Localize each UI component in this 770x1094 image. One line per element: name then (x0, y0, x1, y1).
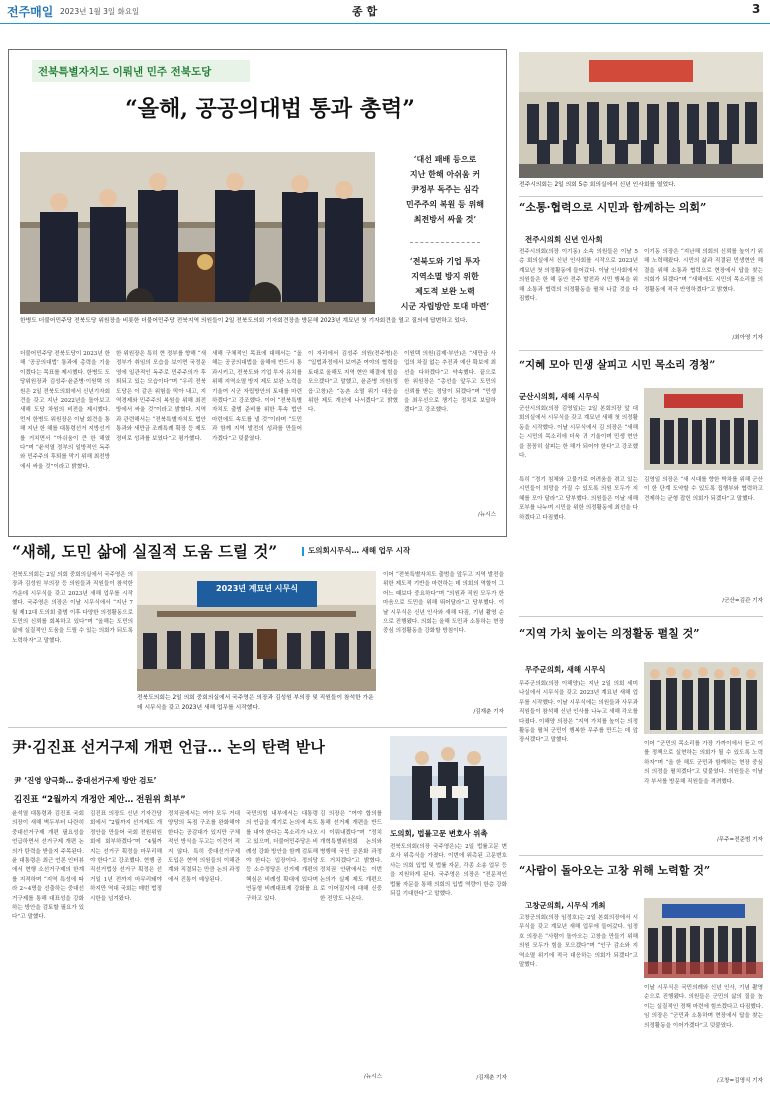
gov-body-col-3 (383, 571, 504, 721)
politics-body-col-4: 국민의힘 내부에서는 대통령의 언급을 계기로 논의에 속도를 내야 한다는 목소리가 나오고 있으며, 더불어민주당은 비례성 강화 방안을 함께 검토해야 한다는 입장이다. 정의당 등 소수정당은 선거제 개편의 핵심은 비례성 확대에 있다며 연동형 비례대표제 강화를 요구하고 있다. (246, 811, 318, 902)
lead-pull-quote-1 (390, 152, 500, 227)
muju-body-col-1: 무주군의회(의장 이해양)는 지난 2일 의회 세미나실에서 시무식을 갖고 2023년 계묘년 새해 업무를 시작했다. 이날 시무식에는 의원들과 사무과 직원들이 참석해 신년 인사를 나누고 새해 각오를 다졌다. 이해양 의장은 “지역 가치를 높이는 의정활동을 펼쳐 군민이 행복한 무주를 만드는 데 앞장서겠다”고 말했다. (519, 681, 638, 744)
pull-quote-line: 최전방서 싸울 것’ (413, 214, 477, 224)
jeonju-byline: /최아영 기자 (732, 335, 763, 341)
jeonju-headline: “소통·협력으로 시민과 함께하는 의회” (519, 201, 707, 214)
gunsan-photo (644, 388, 763, 470)
pull-quote-line: ‘대선 패배 등으로 (413, 154, 477, 164)
jeonju-body-col-1: 전주시의회(의장 이기동) 소속 의원들은 이날 5층 회의실에서 신년 인사회를 시작으로 2023년 계묘년 첫 의정활동에 들어갔다. 이날 인사회에서 의원들은 한 해 동안 전주 발전과 시민 행복을 위해 소통과 협력의 의정활동을 펼쳐 나갈 것을 다짐했다. (519, 249, 638, 303)
lawyer-body-text: 전북도의회(의장 국주영은)는 2일 법률고문 변호사 위촉식을 가졌다. 이번에 위촉된 고문변호사는 의회 입법 및 법률 자문, 각종 소송 업무 등을 지원하게 된다. 국주영은 의장은 “전문적인 법률 자문을 통해 의회의 입법 역량이 한층 강화되길 기대한다”고 말했다. (390, 844, 507, 898)
politics-headline: 尹·김진표 선거구제 개편 언급… 논의 탄력 받나 (12, 738, 325, 756)
muju-byline: /무주=전준범 기자 (716, 837, 763, 843)
gunsan-body-col-2 (644, 476, 763, 610)
divider (8, 727, 507, 728)
gov-byline: /김재춘 기자 (473, 709, 504, 715)
lead-banner-text: 전북특별자치도 이뤄낸 민주 전북도당 (38, 66, 212, 78)
gunsan-subhead: 군산시의회, 새해 시무식 (519, 392, 600, 401)
pull-quote-line: 지난 한해 아쉬움 커 (409, 169, 481, 179)
lead-body-col-1: 더불어민주당 전북도당이 2023년 한 해 ‘공공의대법’ 통과에 총력을 기울이겠다는 목표를 제시했다. 한병도 도당위원장과 김성주·윤준병·이원택 의원은 2일 전북도의회에서 신년기자회견을 갖고 지난 2022년을 돌아보고 새해 도당 차원의 비전을 제시했다. 먼저 한병도 위원장은 이날 회견을 통해 지난 한 해를 대통령선거 지방선거를 거치면서 “아쉬움이 큰 한 해였다”며 “윤석열 정부의 일방적인 독주와 민주주의 후퇴를 막기 위해 최전방에서 싸울 것”이라고 밝혔다. (20, 351, 110, 470)
lead-banner (32, 60, 250, 82)
gov-body-col-1: 전북도의회는 2일 의회 중회의실에서 국주영은 의장과 김성원 부의장 등 의원들과 직원들이 참석한 가운데 시무식을 갖고 2023년 새해 업무를 시작했다. 국주영은 의장은 이날 시무식에서 “지난 7월 제12대 도의회 출범 이후 다양한 의정활동으로 도민의 신뢰를 회복하고 있다”며 “올해는 도민의 삶에 실질적인 도움을 드릴 수 있는 의회가 되도록 노력하자”고 말했다. (12, 572, 133, 644)
pull-quote-divider (410, 242, 480, 243)
gochang-body-text: 이날 시무식은 국민의례와 신년 인사, 기념 촬영 순으로 진행됐다. 의원들은 군민의 삶의 질을 높이는 실질적인 정책 마련에 힘쓰겠다고 다짐했다. 임 의장은 “군민과 소통하며 현장에서 답을 찾는 의정활동을 이어가겠다”고 덧붙였다. (644, 985, 763, 1029)
divider (519, 855, 763, 856)
gochang-body-col-2 (644, 984, 763, 1088)
section-name: 종 합 (352, 5, 378, 18)
gov-body-text: 이어 “전북특별자치도 출범을 앞두고 지역 발전을 위한 제도적 기반을 마련하는 데 의회의 역할이 그 어느 때보다 중요하다”며 “의원과 직원 모두가 한마음으로 도민을 위해 뛰어달라”고 당부했다. 이날 시무식은 신년 인사와 새해 다짐, 기념 촬영 순으로 진행됐다. 의회는 올해 도민과 소통하는 현장 중심 의정활동을 강화할 방침이다. (383, 572, 504, 635)
jeonju-subhead: 전주시의회 신년 인사회 (525, 235, 603, 244)
politics-body-col-2: 김진표 의장도 신년 기자간담회에서 “2월까지 선거제도 개정안을 만들어 국회 전원위원회에 회부하겠다”며 “4월까지는 선거구 획정을 마무리해야 한다”고 강조했다. 현행 공직선거법상 선거구 획정은 선거일 1년 전까지 마무리돼야 하지만 역대 국회는 매번 법정시한을 넘겨왔다. (90, 811, 162, 902)
jeonju-body-text: 이기동 의장은 “지난해 의회의 신뢰를 높이기 위해 노력해왔다. 시민의 삶과 직결된 민생현안 해결을 위해 소통과 협력으로 현장에서 답을 찾는 의회가 되겠다”며 “새해에도 시민의 목소리를 의정활동에 적극 반영하겠다”고 밝혔다. (644, 249, 763, 293)
gochang-body-col-1: 고창군의회(의장 임정호)는 2일 본회의장에서 시무식을 갖고 계묘년 새해 업무에 들어갔다. 임정호 의장은 “사람이 돌아오는 고창을 만들기 위해 의원 모두가 힘을 모으겠다”며 “인구 감소와 지역소멸 위기에 적극 대응하는 의회가 되겠다”고 말했다. (519, 915, 638, 969)
lead-body-col-5 (404, 350, 496, 532)
lawyer-body-col (390, 843, 507, 1088)
lead-headline: “올해, 공공의대법 통과 총력” (125, 96, 415, 122)
jeonju-photo-caption: 전주시의회는 2일 의회 5층 회의실에서 신년 인사회를 열었다. (519, 182, 676, 188)
lead-pull-quote-2 (390, 254, 500, 314)
lead-body-col-3: 새해 구체적인 목표에 대해서는 “올해는 공공의대법을 올해에 반드시 통과시키고, 전북도와 기업 투자 유치를 위해 지역소멸 방지 제도 보완 노력을 기울여 시군 자립방안의 토대를 마련하겠다”고 강조했다. 이어 “전북특별자치도 출범 준비를 위한 후속 법안 마련에도 속도를 낼 것”이라며 “도민과 함께 지역 발전의 성과를 만들어 가겠다”고 덧붙였다. (212, 351, 302, 442)
issue-date: 2023년 1월 3일 화요일 (60, 7, 140, 16)
politics-body-text: 김 의장은 “여야 합의를 통해 선거제 개편을 반드시 이뤄내겠다”며 “정치개혁특별위원회 논의와 병행해 국민 공론화 과정도 거치겠다”고 밝혔다. 정치권 안팎에서는 이번 논의가 실제 제도 개편으로 이어질지에 대해 신중한 전망도 나온다. (320, 811, 382, 902)
page-number: 3 (752, 2, 761, 16)
gunsan-body-text: 김영일 의장은 “새 시대를 향한 박차를 위해 군산이 한 단계 도약할 수 있도록 집행부와 협력하고 견제하는 균형 잡힌 의회가 되겠다”고 말했다. (644, 477, 763, 502)
gunsan-body-col-1b: 특히 “경기 침체와 고물가로 어려움을 겪고 있는 시민들이 희망을 가질 수 있도록 의원 모두가 지혜를 모아 달라”고 당부했다. 의원들은 이날 새해 포부를 나누며 시민을 위한 의정활동에 최선을 다하겠다고 다짐했다. (519, 477, 638, 521)
gov-headline: “새해, 도민 삶에 실질적 도움 드릴 것” (12, 542, 278, 561)
gov-tag-text: 도의회시무식… 새해 업무 시작 (308, 546, 411, 555)
gochang-subhead: 고창군의회, 시무식 개최 (525, 901, 606, 910)
divider (519, 616, 763, 617)
gochang-headline: “사람이 돌아오는 고창 위해 노력할 것” (519, 864, 711, 877)
politics-sub-2: 김진표 “2월까지 개정안 제안… 전원위 회부” (14, 795, 186, 805)
politics-body-col-5 (320, 810, 382, 1088)
gunsan-byline: /군산=김관 기자 (722, 598, 763, 604)
gov-photo (137, 571, 376, 691)
gov-photo-sign: 2023년 계묘년 시무식 (216, 584, 298, 593)
pull-quote-line: ‘전북도와 기업 투자 (409, 256, 481, 266)
gochang-photo (644, 898, 763, 978)
jeonju-body-col-2 (644, 248, 763, 343)
politics-sub-1: 尹 ‘진영 양극화… 중대선거구제 방안 검토’ (14, 776, 157, 785)
lawyer-headline: 도의회, 법률고문 변호사 위촉 (390, 829, 488, 838)
lawyer-byline: /김재춘 기자 (476, 1075, 507, 1081)
tag-bar (302, 547, 304, 556)
gov-photo-caption: 전북도의회는 2일 의회 중회의실에서 국주영은 의장과 김성원 부의장 및 직원들이 참석한 가운데 시무식을 갖고 2023년 새해 업무를 시작했다. (137, 695, 374, 711)
lead-photo (20, 152, 375, 314)
pull-quote-line: 尹정부 독주는 심각 (411, 184, 479, 194)
gov-tag (302, 545, 410, 556)
muju-subhead: 무주군의회, 새해 시무식 (525, 665, 606, 674)
lawyer-photo (390, 736, 507, 820)
lead-body-col-4: 이 자리에서 김성주 의원(전주병)은 “입법과정에서 보여준 여야의 협력을 토대로 올해도 지역 현안 해결에 힘을 모으겠다”고 말했고, 윤준병 의원(정읍·고창)은 “농촌 소멸 위기 대응을 위한 제도 개선에 나서겠다”고 밝혔다. (308, 351, 398, 414)
divider (519, 196, 763, 197)
gunsan-headline: “지혜 모아 민생 살피고 시민 목소리 경청” (519, 359, 716, 371)
lead-body-text: 이원택 의원(김제·부안)은 “새만금 사업의 차질 없는 추진과 예산 확보에 최선을 다하겠다”고 약속했다. 끝으로 한 위원장은 “총선을 앞두고 도민의 신뢰를 받는 정당이 되겠다”며 “민생을 최우선으로 챙기는 정치로 보답하겠다”고 강조했다. (404, 351, 496, 414)
jeonju-photo (519, 52, 763, 178)
lead-byline: /뉴시스 (477, 512, 496, 518)
divider (519, 350, 763, 351)
lead-body-col-2: 한 위원장은 특히 현 정부를 향해 “새 정부가 취임의 모습을 보이면 국정운영에 일관적인 독주로 민주주의가 후퇴되고 있는 모습이다”며 “우리 전북도당은 이 같은 위험을 막아 내고, 지역경제와 민주주의 복원을 위해 최전방에서 싸울 것”이라고 밝혔다. 지역과 관련해서는 “전북특별자치도 법안 통과와 새만금 조례특례 확장 등 제도 정비로 성과를 보였다”고 평가했다. (116, 351, 206, 442)
pull-quote-line: 시군 자립방안 토대 마련’ (400, 301, 490, 311)
pull-quote-line: 제도적 보완 노력 (415, 286, 475, 296)
politics-byline: /뉴시스 (363, 1074, 382, 1080)
pull-quote-line: 민주주의 복원 등 위해 (406, 199, 484, 209)
muju-headline: “지역 가치 높이는 의정활동 펼칠 것” (519, 627, 700, 640)
politics-body-col-1: 윤석열 대통령과 김진표 국회의장이 새해 벽두부터 나란히 중대선거구제 개편 필요성을 언급하면서 선거구제 개편 논의가 탄력을 받을지 주목된다. 윤 대통령은 최근 언론 인터뷰에서 현행 소선거구제의 한계를 지적하며 “지역 특성에 따라 2~4명을 선출하는 중대선거구제를 통해 대표성을 강화하는 방안을 검토할 필요가 있다”고 말했다. (12, 811, 84, 921)
muju-body-text: 이어 “군민의 목소리를 가장 가까이에서 듣고 이를 정책으로 실현하는 의회가 될 수 있도록 노력하자”며 “올 한 해도 군민과 함께하는 현장 중심의 의정을 펼치겠다”고 덧붙였다. 의원들은 이날 각 부서를 방문해 직원들을 격려했다. (644, 741, 763, 785)
pull-quote-line: 지역소멸 방지 위한 (411, 271, 479, 281)
politics-body-col-3: 정치권에서는 여야 모두 거대 양당의 독점 구조를 완화해야 한다는 공감대가 있지만 구체적인 방식을 두고는 이견이 적지 않다. 특히 중대선거구제 도입은 현역 의원들의 이해관계와 직결되는 만큼 논의 과정에서 진통이 예상된다. (168, 811, 240, 883)
masthead (0, 0, 770, 24)
paper-name: 전주매일 (7, 5, 54, 19)
lead-photo-caption: 한병도 더불어민주당 전북도당 위원장을 비롯한 더불어민주당 전북지역 의원들이 2일 전북도의회 기자회견장을 방문해 2023년 계묘년 첫 기자회견을 열고 질의에 답변하고 있다. (20, 318, 468, 324)
gunsan-body-col-1: 군산시의회(의장 김영일)는 2일 본회의장 앞 대회의실에서 시무식을 갖고 계묘년 새해 첫 의정활동을 시작했다. 이날 시무식에서 김 의장은 “새해는 시민의 목소리에 더욱 귀 기울이며 민생 현안을 꼼꼼히 살피는 한 해가 되어야 한다”고 강조했다. (519, 406, 638, 460)
muju-body-col-2 (644, 740, 763, 850)
gochang-byline: /고창=김영식 기자 (716, 1078, 763, 1084)
muju-photo (644, 662, 763, 734)
